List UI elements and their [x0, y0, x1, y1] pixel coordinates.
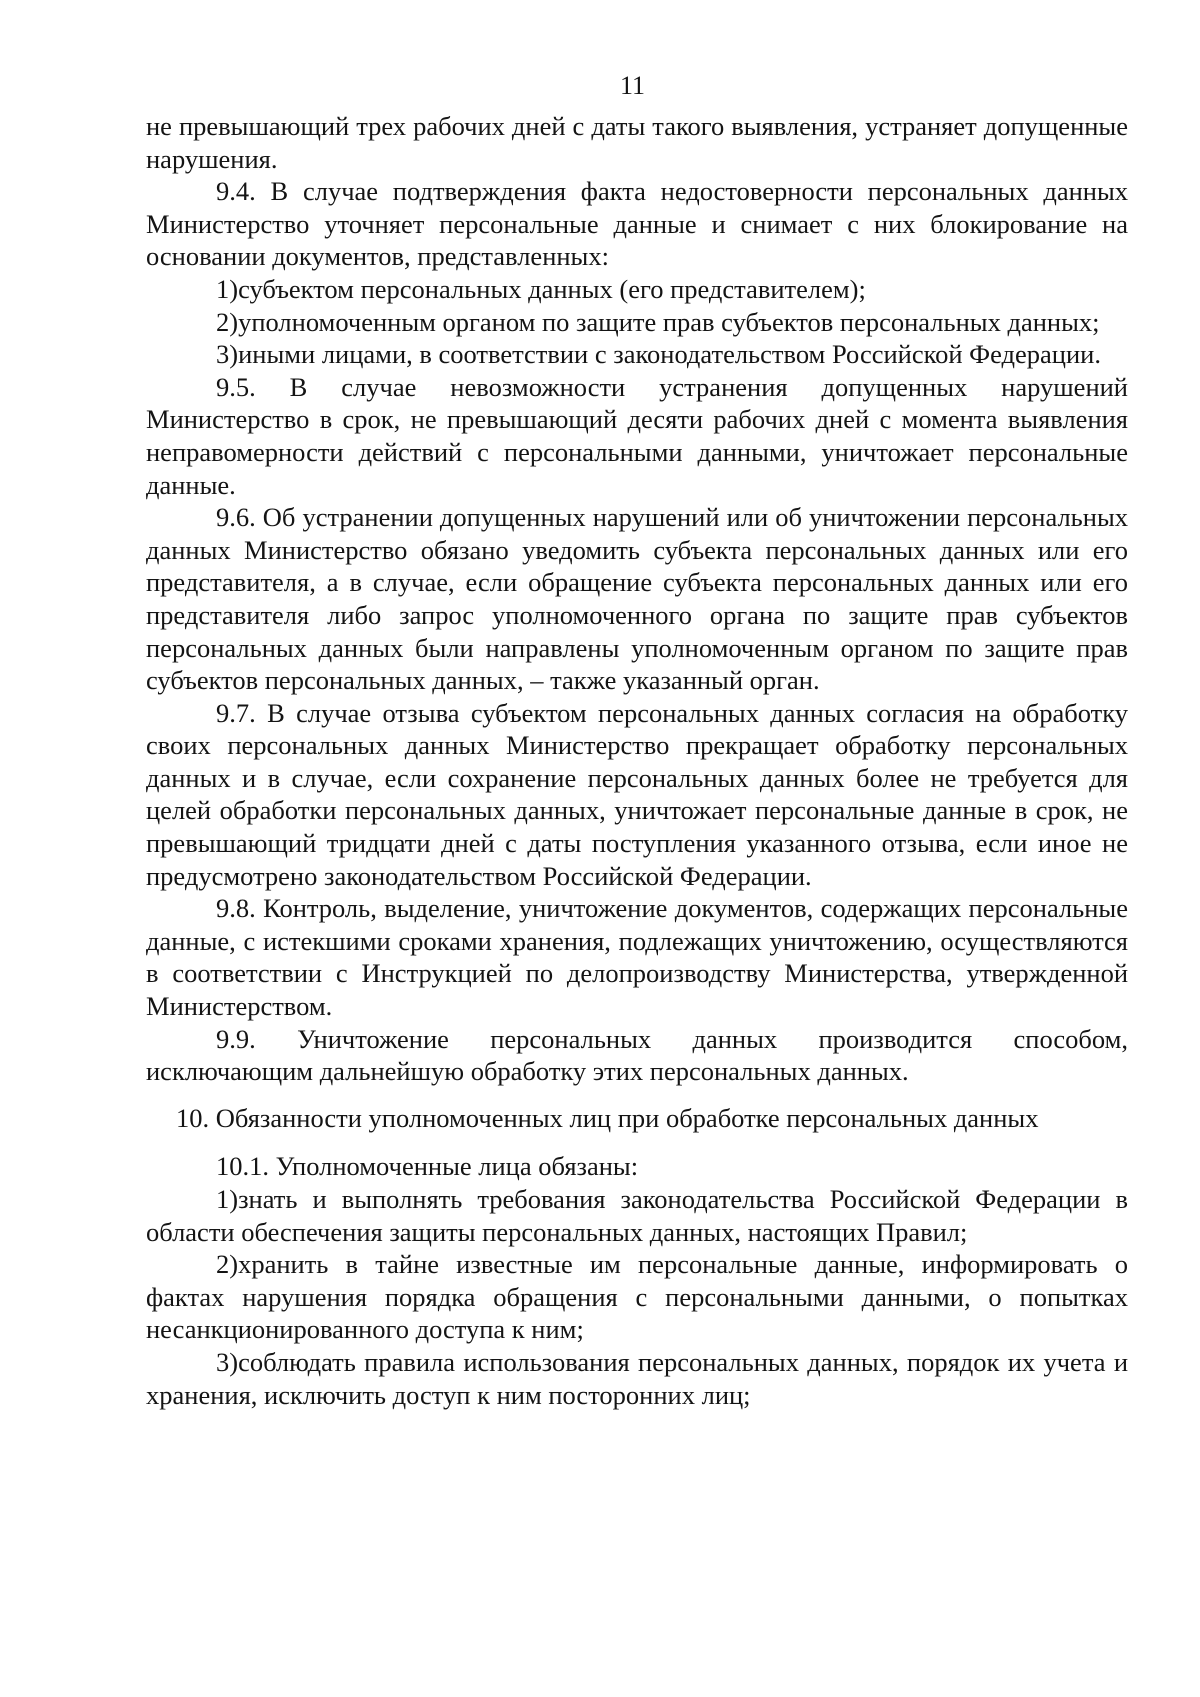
document-body [146, 110, 1128, 1411]
list-item-10-1-1: 1)знать и выполнять требования законодательства Российской Федерации в области обеспечения защиты персональных данных, настоящих Правил; [146, 1184, 1128, 1247]
page-number: 11 [619, 71, 646, 100]
list-item-10-1-2: 2)хранить в тайне известные им персональные данные, информировать о фактах нарушения порядка обращения с персональными данными, о попытках несанкционированного доступа к ним; [146, 1249, 1128, 1345]
paragraph-9-5: 9.5. В случае невозможности устранения допущенных нарушений Министерство в срок, не превышающий десяти рабочих дней с момента выявления неправомерности действий с персональными данными, уничтожает персональные данные. [146, 371, 1128, 500]
paragraph-continuation: не превышающий трех рабочих дней с даты такого выявления, устраняет допущенные нарушения. [146, 111, 1128, 174]
paragraph-9-9: 9.9. Уничтожение персональных данных производится способом, исключающим дальнейшую обработку этих персональных данных. [146, 1023, 1128, 1087]
list-item-9-4-2: 2)уполномоченным органом по защите прав субъектов персональных данных; [216, 306, 1100, 337]
paragraph-9-8: 9.8. Контроль, выделение, уничтожение документов, содержащих персональные данные, с истекшими сроками хранения, подлежащих уничтожению, осуществляются в соответствии с Инструкцией по делопроизводству Министерства, утвержденной Министерством. [146, 893, 1128, 1022]
paragraph-10-1: 10.1. Уполномоченные лица обязаны: [216, 1151, 639, 1182]
list-item-9-4-3: 3)иными лицами, в соответствии с законодательством Российской Федерации. [216, 339, 1101, 370]
paragraph-9-6: 9.6. Об устранении допущенных нарушений или об уничтожении персональных данных Министерство обязано уведомить субъекта персональных данных или его представителя, а в случае, если обращение субъекта персональных данных или его представителя либо запрос уполномоченного органа по защите прав субъектов персональных данных были направлены уполномоченным органом по защите прав субъектов персональных данных, – также указанный орган. [146, 502, 1128, 696]
paragraph-9-4: 9.4. В случае подтверждения факта недостоверности персональных данных Министерство уточняет персональные данные и снимает с них блокирование на основании документов, представленных: [146, 176, 1128, 272]
list-item-10-1-3: 3)соблюдать правила использования персональных данных, порядок их учета и хранения, исключить доступ к ним посторонних лиц; [146, 1346, 1128, 1410]
list-item-9-4-1: 1)субъектом персональных данных (его представителем); [216, 273, 866, 304]
paragraph-9-7: 9.7. В случае отзыва субъектом персональных данных согласия на обработку своих персональных данных Министерство прекращает обработку персональных данных и в случае, если сохранение персональных данных более не требуется для целей обработки персональных данных, уничтожает персональные данные в срок, не превышающий тридцати дней с даты поступления указанного отзыва, если иное не предусмотрено законодательством Российской Федерации. [146, 697, 1128, 891]
section-heading: 10. Обязанности уполномоченных лиц при обработке персональных данных [176, 1102, 1039, 1133]
